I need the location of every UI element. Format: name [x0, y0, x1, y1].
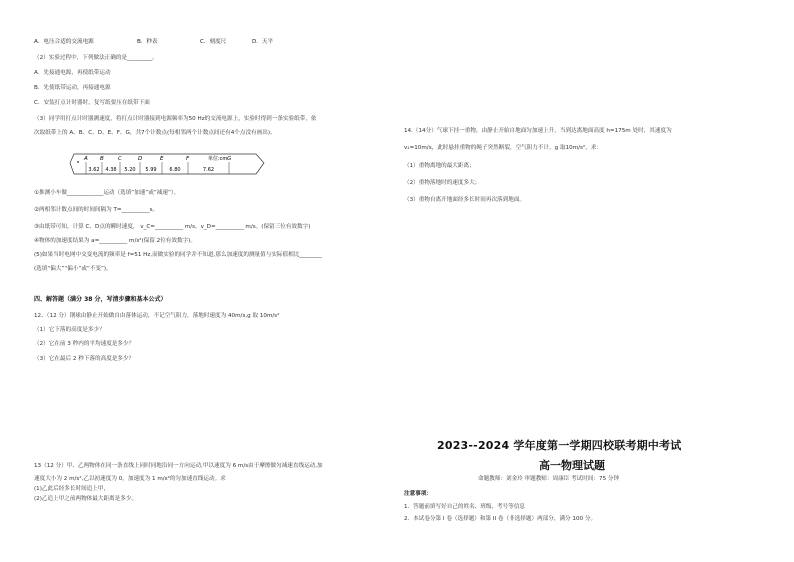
question-12-part-2: （2）它在前 3 秒内的平均速度是多少？	[34, 341, 135, 347]
question-12-part-3: （3）它在最后 2 秒下落的高度是多少？	[34, 356, 135, 362]
tape-unit-label: 单位:cm	[208, 156, 228, 162]
exam-meta: 命题教师：刘金玲 审题教师：周康臣 考试时间：75 分钟	[478, 476, 620, 482]
step-5-choices: (选填“偏大”“偏小”或“不变”)。	[34, 266, 112, 272]
question-2-option-a: A．先接通电源，再使纸带运动	[34, 70, 111, 76]
exam-subtitle: 高一物理试题	[539, 459, 605, 472]
tape-segment-length: 3.62	[88, 167, 100, 173]
tape-point-C: C	[118, 156, 122, 162]
question-2: （2）实验过程中，下列做法正确的是_________。	[34, 55, 158, 61]
tape-point-D: D	[138, 156, 143, 162]
section-4-heading: 四、解答题（满分 38 分，写清步骤和基本公式）	[34, 296, 167, 303]
tape-point-A: A	[84, 156, 88, 162]
question-3-line-2: 次取纸带上的 A、B、C、D、E、F、G，共7个计数点(每相邻两个计数点间还有4个点没有画出)。	[34, 130, 276, 136]
question-13-line-1: 13（12 分）甲、乙两物体在同一条直线上同时同地沿同一方向运动,甲以速度为 6 m/s由于摩擦做匀减速直线运动,加	[34, 463, 323, 469]
question-14-part-1: （1）重物离地的最大距离；	[404, 163, 475, 169]
tape-point-E: E	[160, 156, 164, 162]
tape-segment-length: 7.62	[202, 167, 215, 173]
step-1: ①推测小车做_____________运动（选填“加速”或“减速”）。	[34, 190, 180, 196]
exam-title: 2023--2024 学年度第一学期四校联考期中考试	[437, 439, 682, 452]
step-3: ③由纸带可知，计算 C、D点的瞬时速度， v_C=__________ m/s，v_D=__________ m/s。(保留三位有效数字)	[34, 224, 311, 230]
question-12: 12、（12 分）钢球由静止开始做自由落体运动，不记空气阻力，落地时速度为 40m/s,g 取 10m/s²	[34, 313, 280, 319]
tape-point-B: B	[100, 156, 104, 162]
tape-segment-length: 4.38	[105, 167, 117, 173]
tape-segment-length: 5.20	[124, 167, 136, 173]
step-4: ④物体的加速度结果为 a=__________ m/s²(保留 2位有效数字)。	[34, 238, 196, 244]
notice-1: 1．答题前填写好自己的姓名、班级、考号等信息	[404, 504, 526, 510]
question-14-line-2: v₁=10m/s，此时悬挂重物的绳子突然断裂，空气阻力不计，g 取10m/s²，求：	[404, 145, 602, 151]
question-3-line-1: （3）同学用打点计时器测速度，将打点计时器接到电源频率为50 Hz的交流电源上，实验时得到一条实验纸带，依	[34, 116, 317, 122]
notice-heading: 注意事项：	[404, 491, 432, 497]
notice-2: 2．本试卷分第 I 卷（选择题）和第 II 卷（非选择题）两部分，满分 100 分。	[404, 516, 597, 522]
tape-segment-length: 5.99	[145, 167, 157, 173]
step-5: (5)如果当时电网中交变电流的频率是 f=51 Hz,而做实验的同学并不知道,那么加速度的测量值与实际值相比________	[34, 252, 322, 258]
tape-point-G: G	[227, 156, 232, 162]
paper-tape-figure	[68, 150, 268, 180]
option-a: A．电压合适的交流电源	[34, 39, 94, 45]
question-14-line-1: 14.（14分）气球下挂一重物，由静止开始自地面匀加速上升，当到达离地面高度 h=175m 处时，其速度为	[404, 128, 672, 134]
option-b: B．秒表	[137, 39, 158, 45]
question-14-part-2: （2）重物落地时的速度多大；	[404, 180, 481, 186]
question-13-line-2: 速度大小为 2 m/s²,乙以初速度为 0，加速度为 1 m/s²的匀加速直线运动。求	[34, 476, 226, 482]
question-13-part-1: (1)乙此后经多长时间追上甲，	[34, 486, 110, 492]
tape-point-F: F	[186, 156, 190, 162]
question-2-option-c: C．安装打点计时器时，复写纸要压在纸带下面	[34, 100, 150, 106]
tape-start-dot	[77, 161, 79, 163]
question-13-part-2: (2)乙追上甲之前两物体最大距离是多少。	[34, 496, 138, 502]
question-14-part-3: （3）重物自离开地面经多长时间再次落到地面。	[404, 197, 526, 203]
tape-segment-length: 6.80	[169, 167, 181, 173]
step-2: ②两相邻计数点间的时间间隔为 T=__________s。	[34, 207, 159, 213]
question-2-option-b: B．先使纸带运动，再接通电源	[34, 85, 111, 91]
option-d: D．天平	[252, 39, 274, 45]
question-12-part-1: （1）它下落的高度是多少？	[34, 327, 105, 333]
option-c: C．刻度尺	[200, 39, 227, 45]
